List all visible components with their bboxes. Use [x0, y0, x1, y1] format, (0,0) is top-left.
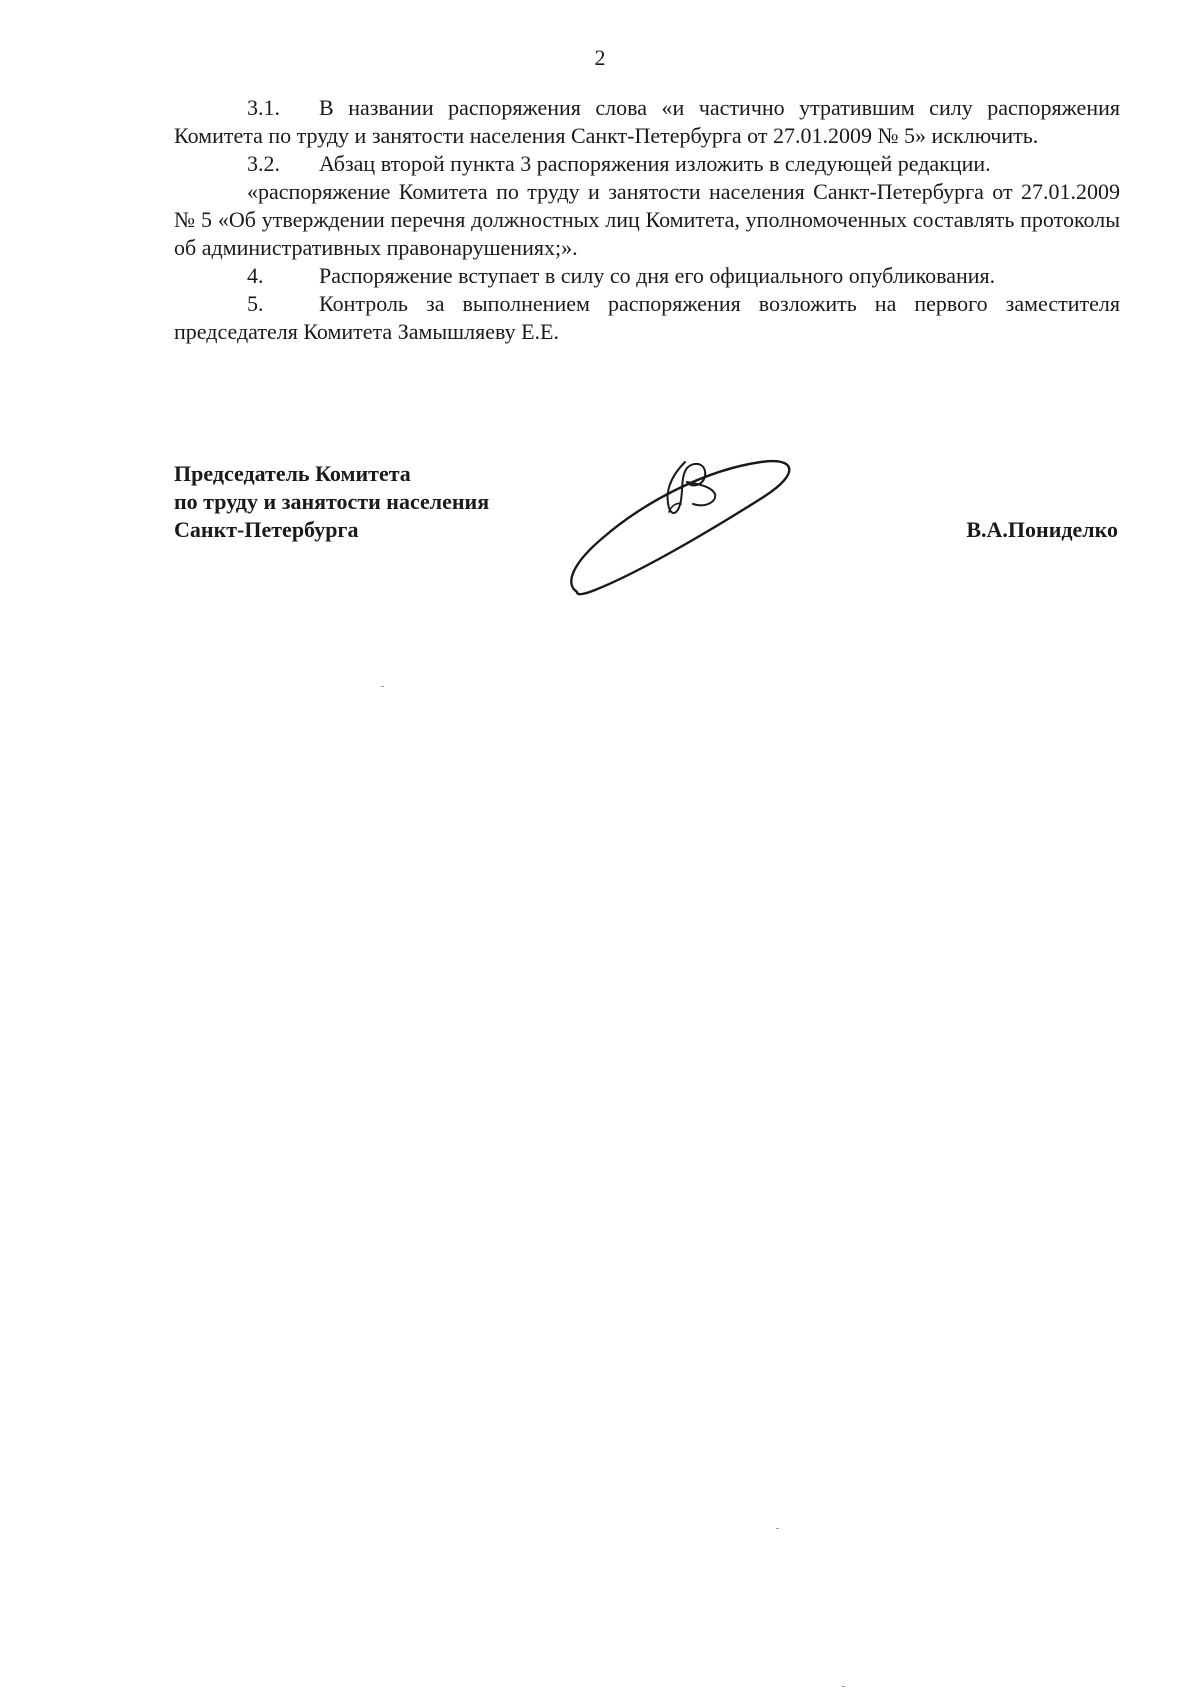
paragraph-3-1 — [174, 94, 1120, 150]
paragraph-3-2 — [174, 150, 1120, 178]
paragraph-number: 5. — [247, 291, 264, 316]
signatory-title-line: по труду и занятости населения — [174, 489, 490, 514]
paragraph-4 — [174, 262, 1120, 290]
paragraph-text: Распоряжение вступает в силу со дня его официального опубликования. — [319, 263, 996, 288]
signatory-title-line: Санкт-Петербурга — [174, 517, 359, 542]
signatory-title-line: Председатель Комитета — [174, 461, 411, 486]
paragraph-text: В названии распоряжения слова «и частично утратившим силу распоряжения Комитета по труду и занятости населения Санкт-Петербурга от 27.01.2009 № 5» исключить. — [174, 95, 1120, 148]
paragraph-quoted-wording — [174, 178, 1120, 262]
paragraph-text: Контроль за выполнением распоряжения возложить на первого заместителя председателя Комитета Замышляеву Е.Е. — [174, 291, 1120, 344]
paragraph-text: Абзац второй пункта 3 распоряжения изложить в следующей редакции. — [319, 151, 991, 176]
paragraph-text: «распоряжение Комитета по труду и занятости населения Санкт-Петербурга от 27.01.2009 № 5 «Об утверждении перечня должностных лиц Комитета, уполномоченных составлять протоколы об административных правонарушениях;». — [174, 179, 1120, 260]
paragraph-number: 4. — [247, 263, 264, 288]
paragraph-number: 3.1. — [247, 95, 280, 120]
signatory-title — [174, 460, 489, 544]
signatory-name: В.А.Пониделко — [966, 517, 1118, 542]
scan-speck — [842, 1686, 845, 1687]
document-body — [174, 94, 1120, 346]
paragraph-number: 3.2. — [247, 151, 280, 176]
scan-speck — [381, 686, 384, 687]
scan-speck — [776, 1528, 779, 1529]
paragraph-5 — [174, 290, 1120, 346]
handwritten-signature — [565, 452, 797, 600]
page-number: 2 — [594, 45, 606, 70]
